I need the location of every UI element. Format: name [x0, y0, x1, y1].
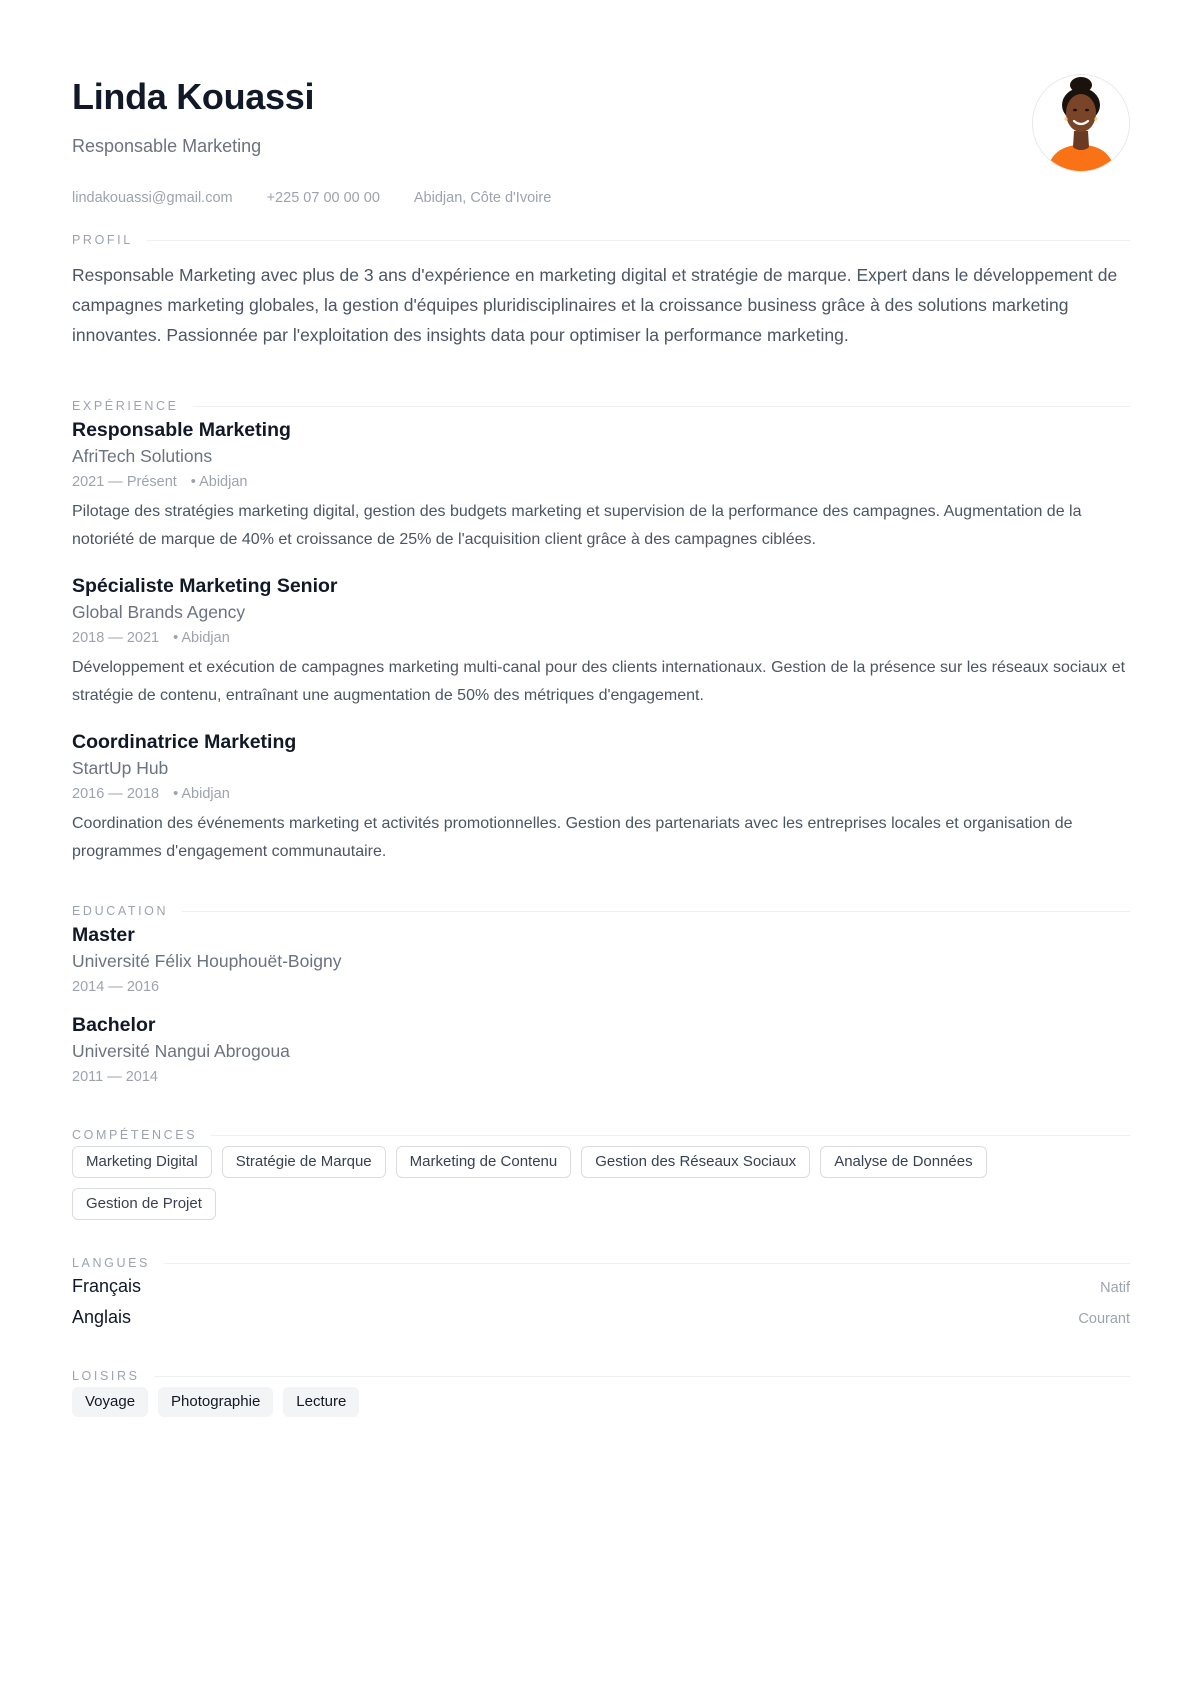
hobby-tag: Photographie	[158, 1387, 273, 1417]
profile-section-header	[72, 233, 1130, 247]
language-level: Natif	[1100, 1280, 1130, 1296]
job-description: Pilotage des stratégies marketing digital, gestion des budgets marketing et supervision de la performance des campagnes. Augmentation de la notoriété de marque de 40% et croissance de 25% de l'acquisition client grâce à des campagnes ciblées.	[72, 503, 1082, 548]
education-school: Université Nangui Abrogoua	[72, 1041, 290, 1061]
section-label: EDUCATION	[72, 904, 169, 918]
education-dates: 2014 — 2016	[72, 979, 160, 995]
language-row	[72, 1307, 1130, 1328]
language-row	[72, 1276, 1130, 1297]
skill-tag: Marketing de Contenu	[396, 1146, 572, 1178]
avatar	[1032, 74, 1130, 172]
skill-tag: Stratégie de Marque	[222, 1146, 386, 1178]
hobby-tag: Voyage	[72, 1387, 148, 1417]
job-company: StartUp Hub	[72, 758, 169, 778]
hobby-tag: Lecture	[283, 1387, 359, 1417]
profile-summary: Responsable Marketing avec plus de 3 ans d'expérience en marketing digital et stratégie de marque. Expert dans le développement de campagnes marketing globales, la gestion d'équipes pluridisciplinaires et la croissance business grâce à des solutions marketing innovantes. Passionnée par l'exploitation des insights data pour optimiser la performance marketing.	[72, 265, 1118, 345]
job-location: • Abidjan	[190, 474, 248, 490]
section-label: PROFIL	[72, 233, 133, 247]
divider	[193, 406, 1130, 407]
languages-section-header	[72, 1256, 1130, 1270]
job-description: Développement et exécution de campagnes marketing multi-canal pour des clients internationaux. Gestion de la présence sur les réseaux sociaux et stratégie de contenu, entraînant une augmentation de 50% des métriques d'engagement.	[72, 659, 1126, 704]
job-location: • Abidjan	[173, 630, 230, 646]
divider	[147, 240, 1130, 241]
contact-info	[72, 190, 551, 206]
divider	[182, 911, 1130, 912]
location-text: Abidjan, Côte d'Ivoire	[413, 190, 552, 206]
profile-photo	[1033, 75, 1129, 171]
hobbies-section-header	[72, 1369, 1130, 1383]
language-level: Courant	[1078, 1311, 1130, 1327]
education-degree: Bachelor	[72, 1014, 156, 1036]
job-dates: 2021 — Présent	[72, 474, 177, 490]
job-company: AfriTech Solutions	[72, 446, 213, 466]
skill-tag: Marketing Digital	[72, 1146, 212, 1178]
divider	[164, 1263, 1130, 1264]
language-name: Français	[72, 1276, 142, 1296]
divider	[211, 1135, 1130, 1136]
skill-tag: Gestion de Projet	[72, 1188, 216, 1220]
hobbies-list	[72, 1387, 1132, 1417]
education-degree: Master	[72, 924, 135, 946]
skill-tag: Gestion des Réseaux Sociaux	[581, 1146, 810, 1178]
job-title: Responsable Marketing	[72, 419, 291, 441]
candidate-name: Linda Kouassi	[72, 76, 315, 117]
section-label: LANGUES	[72, 1256, 150, 1270]
experience-section-header	[72, 399, 1130, 413]
phone-text: +225 07 00 00 00	[266, 190, 380, 206]
email-text: lindakouassi@gmail.com	[72, 190, 233, 206]
language-name: Anglais	[72, 1307, 132, 1327]
education-dates: 2011 — 2014	[72, 1069, 158, 1085]
section-label: EXPÉRIENCE	[72, 399, 179, 413]
skills-section-header	[72, 1128, 1130, 1142]
job-description: Coordination des événements marketing et activités promotionnelles. Gestion des partenariats avec les entreprises locales et organisation de programmes d'engagement communautaire.	[72, 815, 1073, 860]
job-company: Global Brands Agency	[72, 602, 246, 622]
divider	[154, 1376, 1130, 1377]
job-title: Coordinatrice Marketing	[72, 731, 297, 753]
section-label: COMPÉTENCES	[72, 1128, 198, 1142]
skill-tag: Analyse de Données	[820, 1146, 986, 1178]
candidate-title: Responsable Marketing	[72, 136, 262, 156]
job-dates: 2018 — 2021	[72, 630, 160, 646]
job-title: Spécialiste Marketing Senior	[72, 575, 338, 597]
job-meta	[72, 474, 247, 490]
education-section-header	[72, 904, 1130, 918]
job-location: • Abidjan	[173, 786, 230, 802]
job-meta	[72, 630, 230, 646]
job-meta	[72, 786, 230, 802]
job-dates: 2016 — 2018	[72, 786, 160, 802]
section-label: LOISIRS	[72, 1369, 140, 1383]
skills-list	[72, 1146, 1132, 1220]
education-school: Université Félix Houphouët-Boigny	[72, 951, 342, 971]
